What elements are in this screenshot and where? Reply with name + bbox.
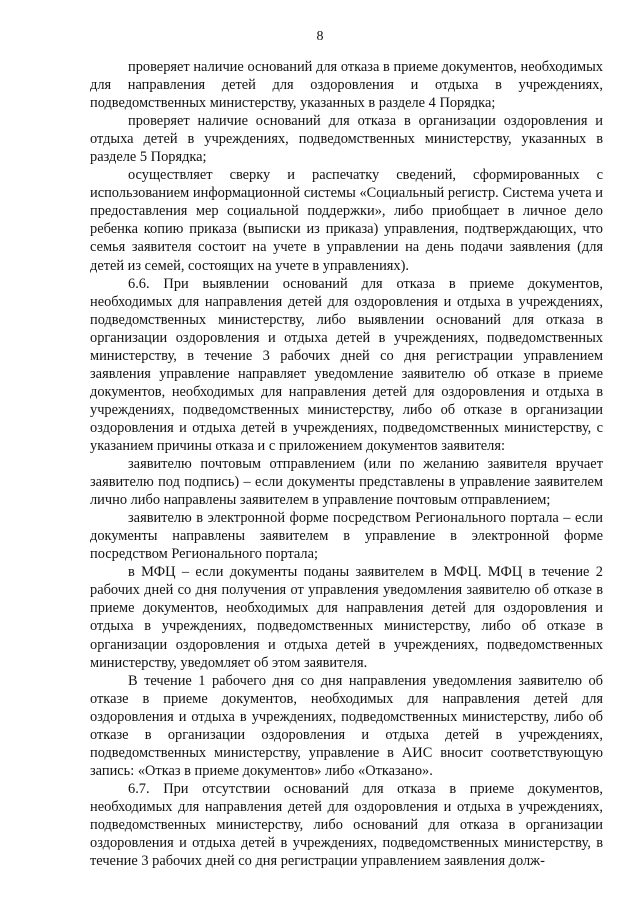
paragraph-ais-record: В течение 1 рабочего дня со дня направления уведомления заявителю об отказе в приеме документов, необходимых для направления детей для оздоровления и отдыха в учреждениях, подведомственных министерству, либо об отказе в организации оздоровления и отдыха детей в учреждениях, подведомственных министерству, управление в АИС вносит соответствующую запись: «Отказ в приеме документов» либо «Отказано». (90, 672, 603, 779)
document-body (90, 58, 603, 870)
paragraph-check-document-refusal: проверяет наличие оснований для отказа в приеме документов, необходимых для направления детей для оздоровления и отдыха в учреждениях, подведомственных министерству, указанных в разделе 4 Порядка; (90, 59, 603, 112)
page-number: 8 (316, 29, 324, 44)
paragraph-check-organization-refusal: проверяет наличие оснований для отказа в организации оздоровления и отдыха детей в учреждениях, подведомственных министерству, указанных в разделе 5 Порядка; (90, 113, 603, 166)
paragraph-section-6-6: 6.6. При выявлении оснований для отказа в приеме документов, необходимых для направления детей для оздоровления и отдыха в учреждениях, подведомственных министерству, либо выявлении оснований для отказа в организации оздоровления и отдыха детей в учреждениях, подведомственных министерству, в течение 3 рабочих дней со дня регистрации управлением заявления управление направляет уведомление заявителю об отказе в приеме документов, необходимых для направления детей для оздоровления и отдыха в учреждениях, подведомственных министерству, либо об отказе в организации оздоровления и отдыха детей в учреждениях, подведомственных министерству, с указанием причины отказа и с приложением документов заявителя: (90, 275, 603, 454)
paragraph-mfc-notice: в МФЦ – если документы поданы заявителем в МФЦ. МФЦ в течение 2 рабочих дней со дня получения от управления уведомления заявителю об отказе в приеме документов, необходимых для направления детей для оздоровления и отдыха в учреждениях, подведомственных министерству, либо об отказе в организации оздоровления и отдыха детей в учреждениях, подведомственных министерству, уведомляет об этом заявителя. (90, 564, 603, 671)
paragraph-electronic-notice: заявителю в электронной форме посредством Регионального портала – если документы направлены заявителем в управление в электронной форме посредством Регионального портала; (90, 510, 603, 563)
paragraph-postal-notice: заявителю почтовым отправлением (или по желанию заявителя вручает заявителю под подпись) – если документы представлены в управление заявителем лично либо направлены заявителем в управление почтовым отправлением; (90, 456, 603, 509)
paragraph-section-6-7: 6.7. При отсутствии оснований для отказа в приеме документов, необходимых для направления детей для оздоровления и отдыха в учреждениях, подведомственных министерству, либо оснований для отказа в организации оздоровления и отдыха детей в учреждениях, подведомственных министерству, в течение 3 рабочих дней со дня регистрации управлением заявления долж- (90, 780, 603, 870)
paragraph-social-register-check: осуществляет сверку и распечатку сведений, сформированных с использованием информационной системы «Социальный регистр. Система учета и предоставления мер социальной поддержки», либо приобщает в личное дело ребенка копию приказа (выписки из приказа) управления, подтверждающих, что семья заявителя состоит на учете в управлении на день подачи заявления (для детей из семей, состоящих на учете в управлениях). (90, 167, 603, 274)
